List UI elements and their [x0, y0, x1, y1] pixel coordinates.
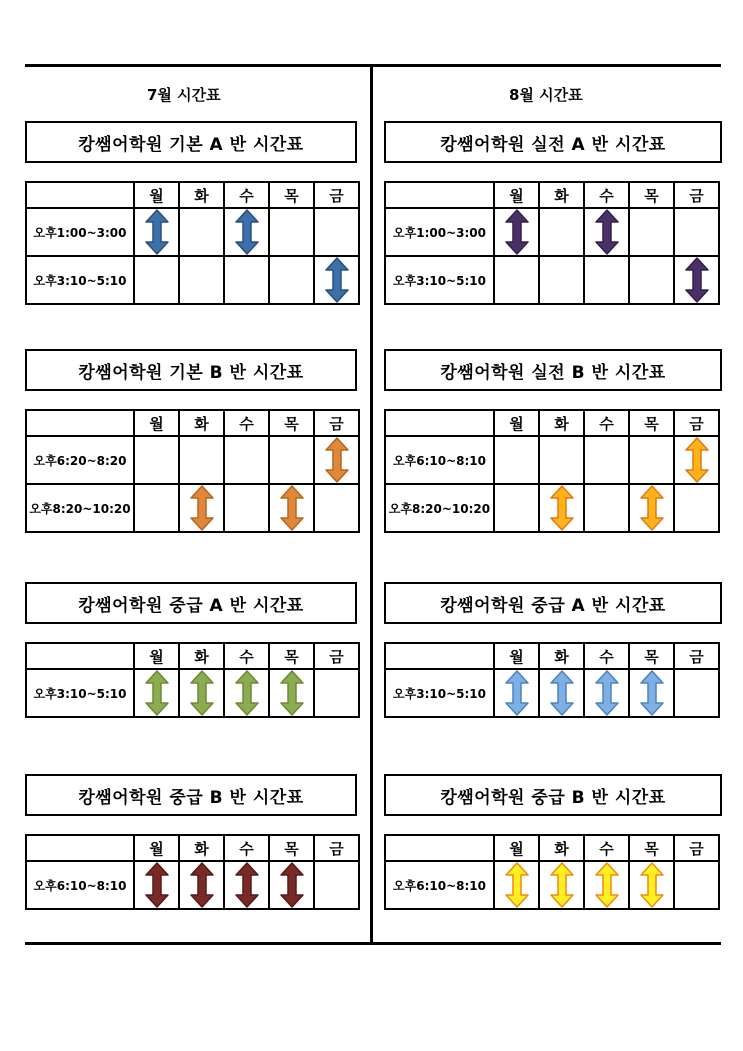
schedule-cell	[224, 208, 269, 256]
schedule-cell	[584, 436, 629, 484]
right-month-heading: 8월 시간표	[509, 86, 583, 104]
time-label: 오후6:10~8:10	[385, 861, 494, 909]
double-arrow-icon	[280, 670, 304, 716]
schedule-cell	[314, 256, 359, 304]
corner-cell	[385, 643, 494, 669]
schedule-cell	[674, 484, 719, 532]
schedule-cell	[539, 861, 584, 909]
corner-cell	[385, 410, 494, 436]
timetable	[384, 181, 720, 305]
schedule-cell	[674, 436, 719, 484]
time-label: 오후6:10~8:10	[26, 861, 134, 909]
day-header: 수	[584, 835, 629, 861]
time-label: 오후3:10~5:10	[26, 669, 134, 717]
timetable	[25, 409, 360, 533]
schedule-cell	[179, 861, 224, 909]
day-header: 금	[674, 643, 719, 669]
day-header: 금	[314, 835, 359, 861]
day-header: 월	[494, 182, 539, 208]
time-row	[26, 256, 359, 304]
time-row	[26, 484, 359, 532]
schedule-cell	[494, 208, 539, 256]
schedule-cell	[134, 436, 179, 484]
double-arrow-icon	[505, 209, 529, 255]
timetable-title: 캉쌤어학원 실전 B 반 시간표	[384, 349, 722, 391]
schedule-cell	[629, 861, 674, 909]
schedule-cell	[629, 669, 674, 717]
double-arrow-icon	[235, 670, 259, 716]
time-label: 오후6:20~8:20	[26, 436, 134, 484]
schedule-cell	[629, 256, 674, 304]
corner-cell	[26, 410, 134, 436]
schedule-cell	[314, 861, 359, 909]
day-header: 목	[629, 410, 674, 436]
time-label: 오후3:10~5:10	[385, 256, 494, 304]
day-header: 화	[539, 410, 584, 436]
schedule-cell	[494, 484, 539, 532]
time-row	[26, 669, 359, 717]
day-header: 수	[224, 410, 269, 436]
day-header: 화	[539, 643, 584, 669]
day-header: 금	[674, 835, 719, 861]
schedule-cell	[539, 669, 584, 717]
double-arrow-icon	[595, 209, 619, 255]
day-header: 수	[584, 643, 629, 669]
day-header: 금	[674, 182, 719, 208]
schedule-cell	[674, 861, 719, 909]
day-header: 월	[134, 182, 179, 208]
schedule-cell	[584, 669, 629, 717]
day-header: 금	[674, 410, 719, 436]
timetable-title: 캉쌤어학원 실전 A 반 시간표	[384, 121, 722, 163]
schedule-cell	[134, 669, 179, 717]
time-row	[385, 861, 719, 909]
double-arrow-icon	[145, 862, 169, 908]
schedule-cell	[179, 436, 224, 484]
double-arrow-icon	[280, 862, 304, 908]
time-row	[26, 436, 359, 484]
day-header: 목	[269, 182, 314, 208]
timetable-title: 캉쌤어학원 중급 A 반 시간표	[384, 582, 722, 624]
left-month-heading: 7월 시간표	[147, 86, 221, 104]
schedule-cell	[674, 256, 719, 304]
schedule-cell	[494, 256, 539, 304]
day-header: 수	[224, 643, 269, 669]
double-arrow-icon	[235, 862, 259, 908]
timetable-title: 캉쌤어학원 중급 B 반 시간표	[384, 774, 722, 816]
double-arrow-icon	[550, 485, 574, 531]
schedule-cell	[269, 669, 314, 717]
time-row	[385, 256, 719, 304]
double-arrow-icon	[325, 257, 349, 303]
corner-cell	[385, 182, 494, 208]
double-arrow-icon	[640, 670, 664, 716]
schedule-cell	[179, 256, 224, 304]
schedule-cell	[224, 484, 269, 532]
timetable-title: 캉쌤어학원 기본 B 반 시간표	[25, 349, 357, 391]
schedule-cell	[494, 861, 539, 909]
day-header: 월	[134, 835, 179, 861]
schedule-cell	[134, 256, 179, 304]
schedule-cell	[314, 669, 359, 717]
time-label: 오후8:20~10:20	[26, 484, 134, 532]
day-header: 화	[179, 182, 224, 208]
timetable	[25, 181, 360, 305]
double-arrow-icon	[595, 862, 619, 908]
day-header: 금	[314, 643, 359, 669]
schedule-cell	[584, 484, 629, 532]
schedule-cell	[494, 669, 539, 717]
schedule-cell	[269, 861, 314, 909]
double-arrow-icon	[640, 862, 664, 908]
day-header: 목	[269, 643, 314, 669]
header-row	[26, 643, 359, 669]
day-header: 월	[494, 835, 539, 861]
schedule-cell	[179, 484, 224, 532]
schedule-cell	[584, 861, 629, 909]
header-row	[385, 835, 719, 861]
day-header: 월	[494, 410, 539, 436]
double-arrow-icon	[640, 485, 664, 531]
time-row	[385, 436, 719, 484]
schedule-cell	[179, 208, 224, 256]
double-arrow-icon	[190, 485, 214, 531]
schedule-cell	[629, 484, 674, 532]
schedule-cell	[539, 256, 584, 304]
double-arrow-icon	[190, 862, 214, 908]
schedule-cell	[224, 669, 269, 717]
header-row	[385, 410, 719, 436]
timetable	[384, 409, 720, 533]
double-arrow-icon	[550, 862, 574, 908]
time-label: 오후6:10~8:10	[385, 436, 494, 484]
schedule-cell	[134, 208, 179, 256]
time-label: 오후1:00~3:00	[385, 208, 494, 256]
double-arrow-icon	[505, 670, 529, 716]
day-header: 목	[629, 643, 674, 669]
schedule-cell	[314, 484, 359, 532]
double-arrow-icon	[190, 670, 214, 716]
time-label: 오후1:00~3:00	[26, 208, 134, 256]
schedule-cell	[314, 208, 359, 256]
schedule-cell	[224, 861, 269, 909]
corner-cell	[26, 643, 134, 669]
day-header: 월	[494, 643, 539, 669]
day-header: 목	[629, 182, 674, 208]
day-header: 화	[179, 835, 224, 861]
day-header: 화	[179, 410, 224, 436]
timetable-title: 캉쌤어학원 기본 A 반 시간표	[25, 121, 357, 163]
double-arrow-icon	[145, 209, 169, 255]
schedule-cell	[269, 256, 314, 304]
schedule-cell	[269, 484, 314, 532]
day-header: 금	[314, 182, 359, 208]
schedule-cell	[134, 484, 179, 532]
day-header: 목	[269, 835, 314, 861]
day-header: 수	[584, 410, 629, 436]
schedule-cell	[539, 208, 584, 256]
time-row	[385, 669, 719, 717]
double-arrow-icon	[685, 257, 709, 303]
day-header: 목	[629, 835, 674, 861]
schedule-cell	[494, 436, 539, 484]
schedule-cell	[269, 208, 314, 256]
timetable	[384, 642, 720, 718]
time-row	[26, 208, 359, 256]
schedule-cell	[179, 669, 224, 717]
schedule-cell	[224, 436, 269, 484]
day-header: 화	[179, 643, 224, 669]
schedule-cell	[269, 436, 314, 484]
schedule-cell	[224, 256, 269, 304]
double-arrow-icon	[595, 670, 619, 716]
schedule-cell	[674, 208, 719, 256]
schedule-cell	[629, 436, 674, 484]
double-arrow-icon	[145, 670, 169, 716]
timetable	[384, 834, 720, 910]
day-header: 화	[539, 182, 584, 208]
schedule-cell	[539, 484, 584, 532]
corner-cell	[385, 835, 494, 861]
double-arrow-icon	[280, 485, 304, 531]
corner-cell	[26, 182, 134, 208]
schedule-cell	[134, 861, 179, 909]
day-header: 화	[539, 835, 584, 861]
header-row	[385, 182, 719, 208]
header-row	[26, 182, 359, 208]
time-row	[385, 484, 719, 532]
day-header: 월	[134, 410, 179, 436]
header-row	[26, 410, 359, 436]
double-arrow-icon	[325, 437, 349, 483]
timetable	[25, 834, 360, 910]
day-header: 월	[134, 643, 179, 669]
day-header: 목	[269, 410, 314, 436]
double-arrow-icon	[685, 437, 709, 483]
corner-cell	[26, 835, 134, 861]
day-header: 금	[314, 410, 359, 436]
schedule-cell	[584, 256, 629, 304]
timetable-title: 캉쌤어학원 중급 B 반 시간표	[25, 774, 357, 816]
schedule-cell	[629, 208, 674, 256]
bottom-rule	[25, 942, 721, 945]
double-arrow-icon	[235, 209, 259, 255]
timetable	[25, 642, 360, 718]
day-header: 수	[584, 182, 629, 208]
schedule-cell	[674, 669, 719, 717]
column-divider	[370, 65, 373, 945]
top-rule	[25, 64, 721, 67]
schedule-cell	[314, 436, 359, 484]
time-row	[385, 208, 719, 256]
header-row	[26, 835, 359, 861]
day-header: 수	[224, 182, 269, 208]
header-row	[385, 643, 719, 669]
time-label: 오후3:10~5:10	[26, 256, 134, 304]
day-header: 수	[224, 835, 269, 861]
time-row	[26, 861, 359, 909]
schedule-cell	[539, 436, 584, 484]
schedule-cell	[584, 208, 629, 256]
double-arrow-icon	[550, 670, 574, 716]
time-label: 오후8:20~10:20	[385, 484, 494, 532]
timetable-title: 캉쌤어학원 중급 A 반 시간표	[25, 582, 357, 624]
double-arrow-icon	[505, 862, 529, 908]
time-label: 오후3:10~5:10	[385, 669, 494, 717]
